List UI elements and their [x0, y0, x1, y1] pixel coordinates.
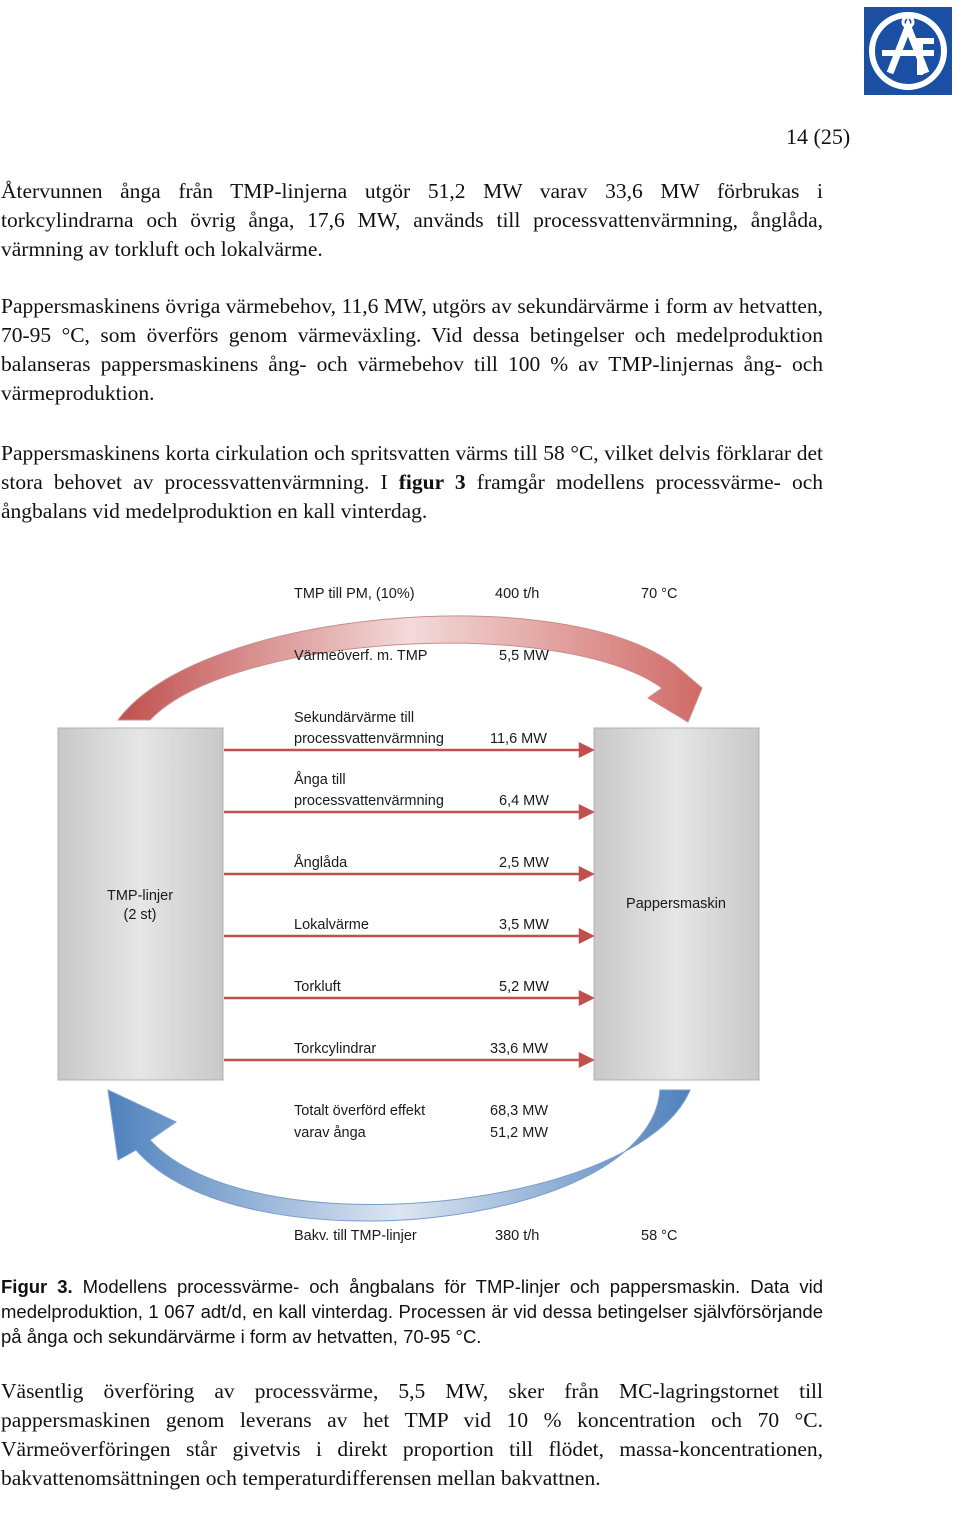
figure-label: Figur 3. [1, 1276, 73, 1297]
transfer-label: Torkluft [294, 979, 341, 995]
paragraph-recovered-steam: Återvunnen ånga från TMP-linjerna utgör 51,2 MW varav 33,6 MW förbrukas i torkcylindrarna och övrig ånga, 17,6 MW, används till processvattenvärmning, ånglåda, värmning av torkluft och lokalvärme. [1, 179, 823, 261]
figure-caption [1, 1274, 823, 1349]
transfer-value: 6,4 MW [499, 793, 549, 809]
bottom-flow-label: Bakv. till TMP-linjer [294, 1228, 417, 1244]
transfer-value: 5,2 MW [499, 979, 549, 995]
paragraph-text: Pappersmaskinens korta cirkulation och spritsvatten värms till 58 °C, vilket delvis förklarar det stora behovet av processvattenvärmning. I [1, 441, 823, 494]
bottom-flow-temp: 58 °C [641, 1228, 678, 1244]
tmp-to-pm-arc-arrow [118, 616, 702, 722]
total-value: 68,3 MW [490, 1103, 549, 1119]
transfer-label: processvattenvärmning [294, 793, 444, 809]
transfer-label: Lokalvärme [294, 917, 369, 933]
tmp-lines-box [58, 728, 223, 1080]
transfer-value: 3,5 MW [499, 917, 549, 933]
transfer-value: 11,6 MW [490, 731, 547, 747]
caption-text: Modellens processvärme- och ångbalans för TMP-linjer och pappersmaskin. Data vid medelproduktion, 1 067 adt/d, en kall vinterdag. Processen är vid dessa betingelser självförsörjande på ånga och sekundärvärme i form av hetvatten, 70-95 °C. [1, 1276, 824, 1347]
transfer-label: processvattenvärmning [294, 731, 444, 747]
total-label: Totalt överförd effekt [294, 1103, 426, 1119]
transfer-label: Ånga till [294, 772, 346, 788]
paper-machine-label: Pappersmaskin [626, 896, 726, 912]
tmp-lines-count: (2 st) [123, 907, 157, 923]
transfer-value: 33,6 MW [490, 1041, 549, 1057]
tmp-lines-label: TMP-linjer [106, 888, 174, 904]
transfer-label: Sekundärvärme till [294, 710, 415, 726]
page-number: 14 (25) [786, 124, 851, 149]
top-flow-rate: 400 t/h [495, 586, 540, 602]
heat-balance-diagram [0, 570, 960, 1260]
aaf-monogram-logo-icon [864, 7, 952, 95]
total-steam-value: 51,2 MW [490, 1125, 549, 1141]
company-logo [864, 7, 952, 95]
top-flow-temp: 70 °C [641, 586, 678, 602]
top-heat-value: 5,5 MW [499, 648, 549, 664]
paragraph-circulation [1, 439, 823, 526]
paragraph-heat-demand: Pappersmaskinens övriga värmebehov, 11,6 MW, utgörs av sekundärvärme i form av hetvatten, 70-95 °C, som överförs genom värmeväxling. Vid dessa betingelser och medelproduktion balanseras pappersmaskinens ång- och värmebehov till 100 % av TMP-linjernas ång- och värmeproduktion. [1, 294, 823, 405]
top-flow-label: TMP till PM, (10%) [294, 586, 415, 602]
total-steam-label: varav ånga [294, 1125, 366, 1141]
bottom-flow-rate: 380 t/h [495, 1228, 540, 1244]
transfer-value: 2,5 MW [499, 855, 549, 871]
top-heat-label: Värmeöverf. m. TMP [294, 648, 428, 664]
figure-reference: figur 3 [398, 470, 466, 494]
paragraph-text: framgår modellens processvärme- och ångbalans vid medelproduktion en kall vinterdag. [1, 470, 824, 523]
transfer-label: Torkcylindrar [294, 1041, 377, 1057]
paragraph-process-heat-transfer: Väsentlig överföring av processvärme, 5,5 MW, sker från MC-lagringstornet till pappersmaskinen genom leverans av het TMP vid 10 % koncentration och 70 °C. Värmeöverföringen står givetvis i direkt proportion till flödet, massa-koncentrationen, bakvattenomsättningen och temperaturdifferensen mellan bakvattnen. [1, 1379, 823, 1490]
transfer-label: Ånglåda [294, 855, 348, 871]
